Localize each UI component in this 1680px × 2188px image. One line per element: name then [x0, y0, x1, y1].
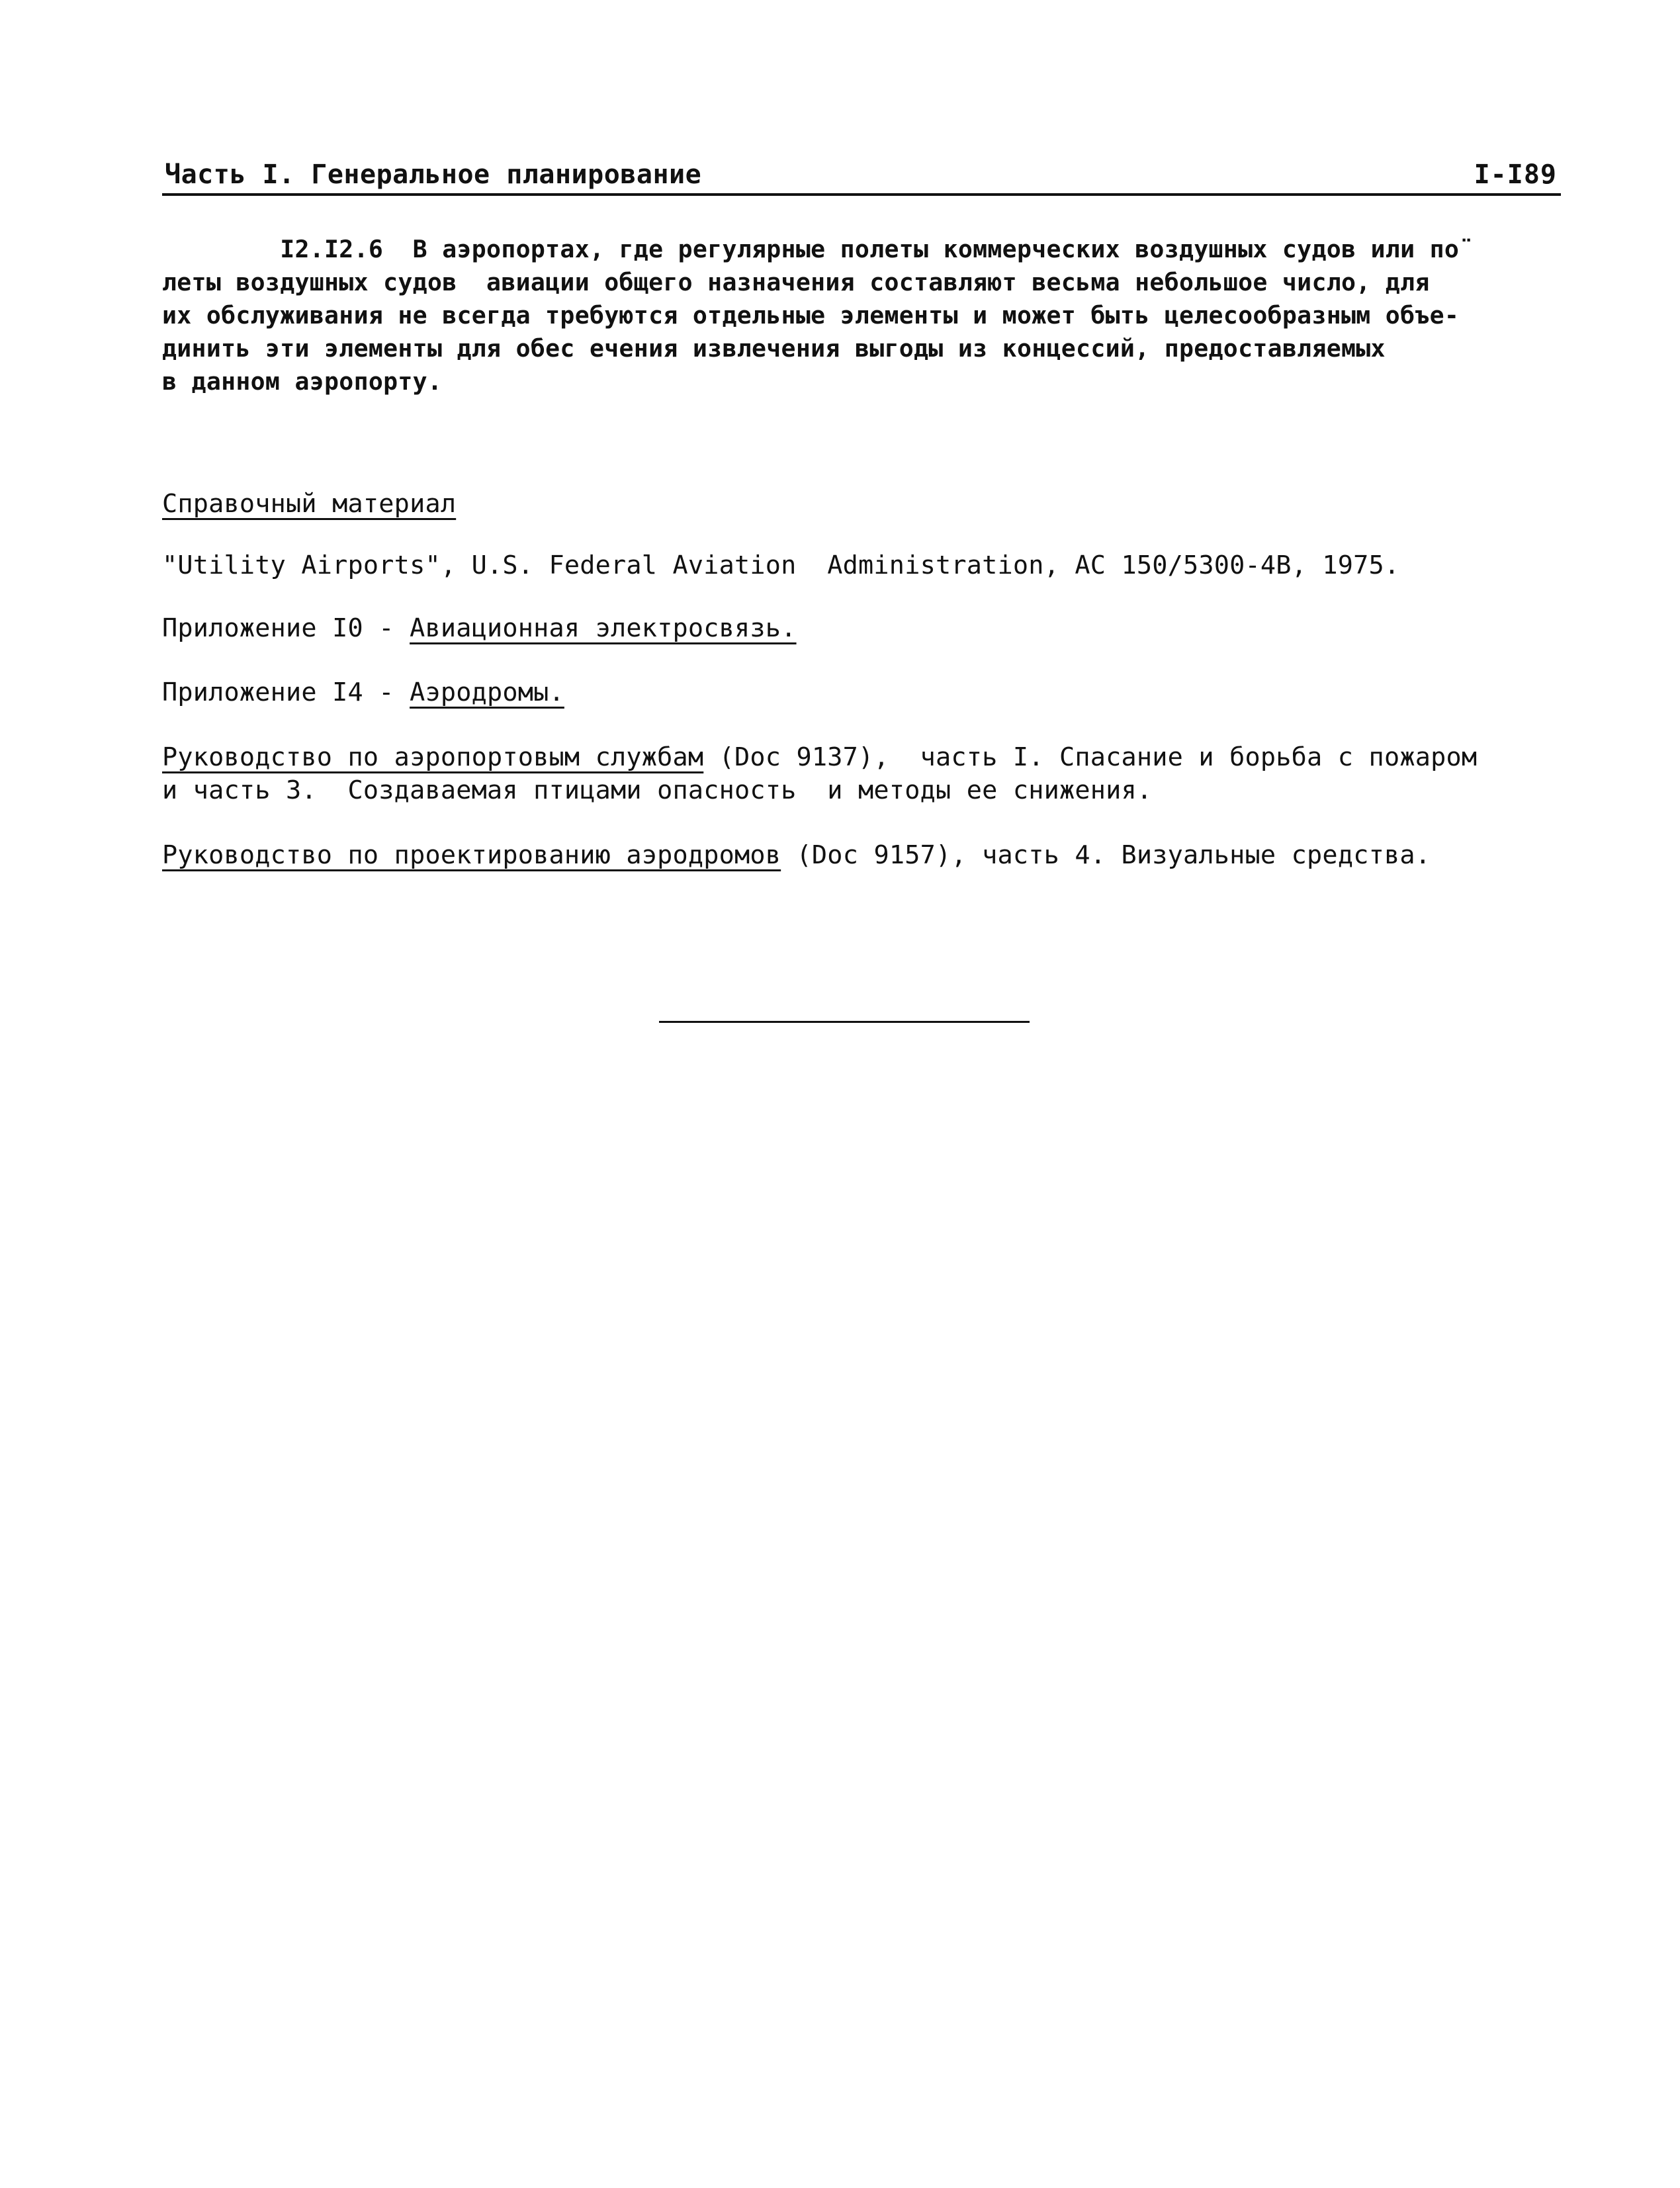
annex-10-title: Авиационная электросвязь.	[410, 613, 797, 643]
reference-services-manual	[162, 741, 1477, 774]
header-title: Часть I. Генеральное планирование	[165, 159, 702, 190]
end-of-section-rule	[659, 1021, 1030, 1023]
paragraph-line: в данном аэропорту.	[162, 367, 443, 396]
annex-10-prefix: Приложение I0 -	[162, 613, 410, 643]
page-number: I-I89	[1474, 159, 1557, 190]
annex-14-title: Аэродромы.	[410, 678, 564, 707]
references-heading	[162, 488, 456, 521]
services-manual-title: Руководство по аэропортовым службам	[162, 742, 704, 772]
reference-utility-airports: "Utility Airports", U.S. Federal Aviation Administration, AC 150/5300-4B, 1975.	[162, 550, 1400, 580]
reference-services-manual-continued: и часть 3. Создаваемая птицами опасность и методы ее снижения.	[162, 775, 1153, 805]
references-heading-text: Справочный материал	[162, 489, 457, 519]
design-manual-title: Руководство по проектированию аэродромов	[162, 840, 781, 870]
paragraph-line: их обслуживания не всегда требуются отдельные элементы и может быть целесообразным объе-	[162, 301, 1460, 329]
paragraph-line: I2.I2.6 В аэропортах, где регулярные полеты коммерческих воздушных судов или по¨	[162, 235, 1474, 263]
paragraph-line: леты воздушных судов авиации общего назначения составляют весьма небольшое число, для	[162, 268, 1430, 296]
paragraph-line: динить эти элементы для обес ечения извлечения выгоды из концессий, предоставляемых	[162, 334, 1386, 363]
design-manual-details: (Doc 9157), часть 4. Визуальные средства.	[781, 840, 1431, 870]
reference-annex-14	[162, 676, 564, 709]
reference-annex-10	[162, 612, 797, 645]
annex-14-prefix: Приложение I4 -	[162, 678, 410, 707]
reference-design-manual	[162, 839, 1431, 872]
page-header	[162, 156, 1561, 196]
services-manual-details: (Doc 9137), часть I. Спасание и борьба с пожаром	[703, 742, 1478, 772]
paragraph-12-12-6	[162, 233, 1561, 398]
